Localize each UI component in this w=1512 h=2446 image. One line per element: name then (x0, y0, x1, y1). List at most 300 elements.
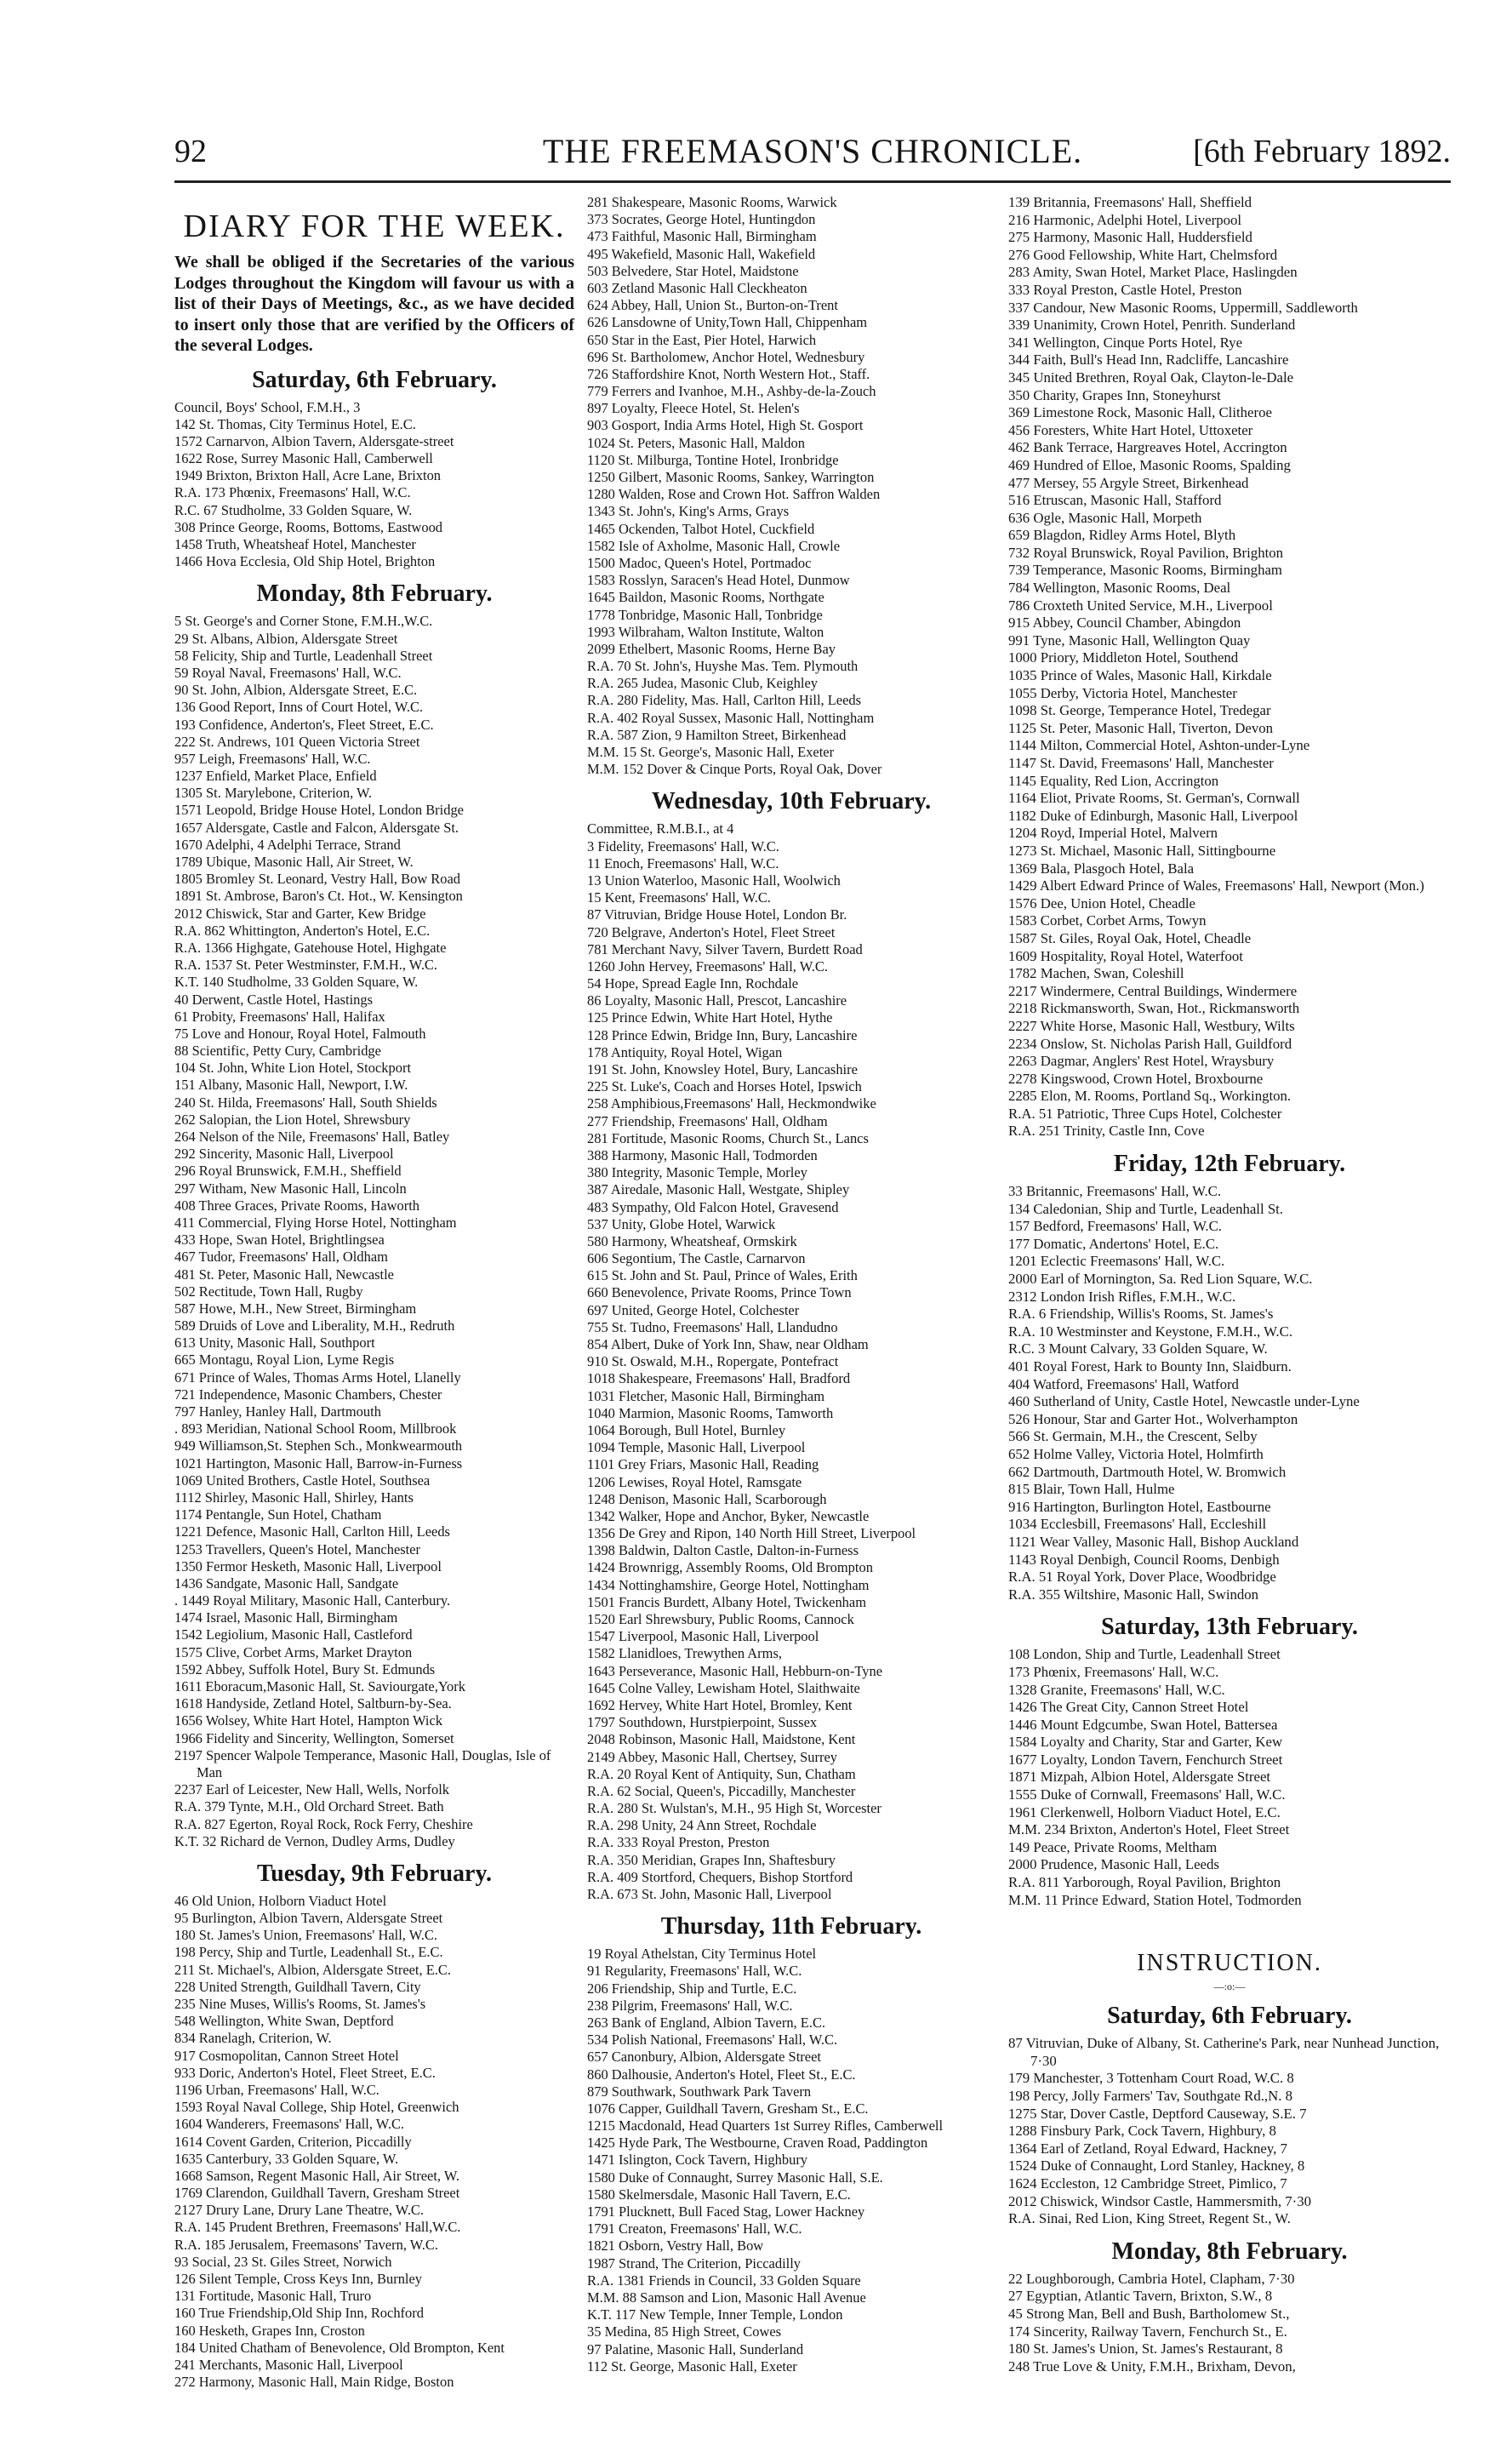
lodge-entry: 2012 Chiswick, Windsor Castle, Hammersmith, 7·30 (1008, 2192, 1312, 2209)
lodge-entry: 206 Friendship, Ship and Turtle, E.C. (587, 1980, 797, 1997)
lodge-entry: 671 Prince of Wales, Thomas Arms Hotel, Llanelly (174, 1369, 461, 1386)
lodge-entry: 1021 Hartington, Masonic Hall, Barrow-in-Furness (174, 1454, 463, 1472)
lodge-entry: 910 St. Oswald, M.H., Ropergate, Pontefract (587, 1353, 839, 1370)
lodge-entry: 1221 Defence, Masonic Hall, Carlton Hill, Leeds (174, 1523, 450, 1540)
lodge-entry: M.M. 15 St. George's, Masonic Hall, Exeter (587, 744, 835, 760)
lodge-entry: 97 Palatine, Masonic Hall, Sunderland (587, 2340, 804, 2357)
lodge-entry: R.A. 265 Judea, Masonic Club, Keighley (587, 675, 818, 692)
lodge-entry: 1147 St. David, Freemasons' Hall, Manchester (1008, 755, 1274, 771)
lodge-entry: 1668 Samson, Regent Masonic Hall, Air Street, W. (174, 2167, 459, 2184)
lodge-entry: 834 Ranelagh, Criterion, W. (174, 2030, 332, 2047)
lodge-entry: R.A. 587 Zion, 9 Hamilton Street, Birkenhead (587, 726, 847, 743)
lodge-entry: 650 Star in the East, Pier Hotel, Harwich (587, 331, 817, 348)
day-heading: Thursday, 11th February. (660, 1913, 922, 1940)
lodge-entry: 222 St. Andrews, 101 Queen Victoria Street (174, 733, 420, 750)
lodge-entry: 786 Croxteth United Service, M.H., Liverpool (1008, 597, 1273, 614)
lodge-entry: 1250 Gilbert, Masonic Rooms, Sankey, Warrington (587, 469, 875, 485)
lodge-entry: R.A. 280 St. Wulstan's, M.H., 95 High St, Worcester (587, 1800, 882, 1817)
lodge-entry: R.A. 20 Royal Kent of Antiquity, Sun, Chatham (587, 1765, 856, 1782)
lodge-entry: 660 Benevolence, Private Rooms, Prince Town (587, 1284, 852, 1301)
lodge-entry: 29 St. Albans, Albion, Aldersgate Street (174, 630, 398, 647)
header-rule (174, 180, 1451, 183)
lodge-entry: 1805 Bromley St. Leonard, Vestry Hall, Bow Road (174, 871, 461, 888)
lodge-entry: 1583 Rosslyn, Saracen's Head Hotel, Dunmow (587, 572, 850, 589)
lodge-entry: 1677 Loyalty, London Tavern, Fenchurch Street (1008, 1751, 1283, 1768)
lodge-entry: 1424 Brownrigg, Assembly Rooms, Old Brompton (587, 1559, 873, 1576)
lodge-entry: 1961 Clerkenwell, Holborn Viaduct Hotel, E.C. (1008, 1803, 1281, 1820)
lodge-entry: 1571 Leopold, Bridge House Hotel, London Bridge (174, 802, 464, 819)
lodge-entry: 1253 Travellers, Queen's Hotel, Manchester (174, 1540, 421, 1557)
lodge-entry: 180 St. James's Union, St. James's Restaurant, 8 (1008, 2340, 1283, 2357)
lodge-entry: 272 Harmony, Masonic Hall, Main Ridge, Boston (174, 2374, 454, 2391)
lodge-entry: 481 St. Peter, Masonic Hall, Newcastle (174, 1266, 394, 1283)
lodge-entry: 339 Unanimity, Crown Hotel, Penrith. Sunderland (1008, 317, 1296, 334)
lodge-entry: 1555 Duke of Cornwall, Freemasons' Hall, W.C. (1008, 1786, 1286, 1803)
lodge-entry: 277 Friendship, Freemasons' Hall, Oldham (587, 1112, 828, 1129)
lodge-entry: 1031 Fletcher, Masonic Hall, Birmingham (587, 1387, 824, 1404)
lodge-entry: 108 London, Ship and Turtle, Leadenhall Street (1008, 1646, 1281, 1663)
lodge-entry: 1572 Carnarvon, Albion Tavern, Aldersgate-street (174, 432, 454, 449)
lodge-entry: 1614 Covent Garden, Criterion, Piccadilly (174, 2133, 412, 2150)
lodge-entry: 276 Good Fellowship, White Hart, Chelmsford (1008, 246, 1278, 263)
lodge-entry: 33 Britannic, Freemasons' Hall, W.C. (1008, 1183, 1222, 1200)
section-heading: INSTRUCTION. (1137, 1950, 1322, 1977)
lodge-entry: 2000 Earl of Mornington, Sa. Red Lion Square, W.C. (1008, 1271, 1313, 1288)
lodge-entry: 1547 Liverpool, Masonic Hall, Liverpool (587, 1628, 819, 1645)
lodge-entry: 87 Vitruvian, Bridge House Hotel, London Br. (587, 906, 847, 923)
lodge-entry: 2285 Elon, M. Rooms, Portland Sq., Workington. (1008, 1088, 1292, 1105)
lodge-entry: 721 Independence, Masonic Chambers, Chester (174, 1386, 442, 1403)
lodge-entry: 1624 Eccleston, 12 Cambridge Street, Pimlico, 7 (1008, 2175, 1287, 2192)
lodge-entry: 174 Sincerity, Railway Tavern, Fenchurch St., E. (1008, 2323, 1287, 2340)
lodge-entry: 460 Sutherland of Unity, Castle Hotel, Newcastle under-Lyne (1008, 1393, 1360, 1410)
lodge-entry: 193 Confidence, Anderton's, Fleet Street, E.C. (174, 716, 434, 733)
lodge-entry: 411 Commercial, Flying Horse Hotel, Nottingham (174, 1214, 457, 1231)
lodge-entry: 13 Union Waterloo, Masonic Hall, Woolwich (587, 872, 841, 889)
lodge-entry: Council, Boys' School, F.M.H., 3 (174, 398, 361, 415)
lodge-entry: 283 Amity, Swan Hotel, Market Place, Haslingden (1008, 264, 1298, 281)
lodge-entry: 341 Wellington, Cinque Ports Hotel, Rye (1008, 334, 1243, 351)
lodge-entry: 1458 Truth, Wheatsheaf Hotel, Manchester (174, 536, 416, 552)
lodge-entry: 1094 Temple, Masonic Hall, Liverpool (587, 1439, 806, 1456)
lodge-entry: 917 Cosmopolitan, Cannon Street Hotel (174, 2047, 399, 2064)
lodge-entry: 45 Strong Man, Bell and Bush, Bartholomew St., (1008, 2305, 1290, 2322)
lodge-entry: 1582 Isle of Axholme, Masonic Hall, Crowle (587, 537, 841, 554)
lodge-entry: R.A. 862 Whittington, Anderton's Hotel, E.C. (174, 922, 431, 939)
lodge-entry: 473 Faithful, Masonic Hall, Birmingham (587, 228, 817, 245)
lodge-entry: 308 Prince George, Rooms, Bottoms, Eastwood (174, 518, 443, 535)
lodge-entry: R.A. 70 St. John's, Huyshe Mas. Tem. Plymouth (587, 658, 859, 675)
lodge-entry: 344 Faith, Bull's Head Inn, Radcliffe, Lancashire (1008, 351, 1289, 369)
lodge-entry: 624 Abbey, Hall, Union St., Burton-on-Trent (587, 297, 838, 314)
lodge-entry: 860 Dalhousie, Anderton's Hotel, Fleet St., E.C. (587, 2066, 856, 2083)
lodge-entry: 1076 Capper, Guildhall Tavern, Gresham St., E.C. (587, 2100, 869, 2117)
lodge-entry: 1609 Hospitality, Royal Hotel, Waterfoot (1008, 947, 1243, 964)
lodge-entry: 1215 Macdonald, Head Quarters 1st Surrey Rifles, Camberwell (587, 2117, 944, 2135)
lodge-entry: 589 Druids of Love and Liberality, M.H., Redruth (174, 1317, 455, 1334)
lodge-entry: 1426 The Great City, Cannon Street Hotel (1008, 1699, 1249, 1716)
lodge-entry: 401 Royal Forest, Hark to Bounty Inn, Slaidburn. (1008, 1358, 1292, 1374)
lodge-entry: R.A. 1537 St. Peter Westminster, F.M.H., W.C. (174, 957, 438, 974)
lodge-entry: 2227 White Horse, Masonic Hall, Westbury, Wilts (1008, 1017, 1295, 1034)
lodge-entry: 784 Wellington, Masonic Rooms, Deal (1008, 580, 1231, 597)
lodge-entry: 897 Loyalty, Fleece Hotel, St. Helen's (587, 400, 800, 417)
lodge-entry: 1120 St. Milburga, Tontine Hotel, Ironbridge (587, 451, 839, 468)
lodge-entry: 262 Salopian, the Lion Hotel, Shrewsbury (174, 1111, 411, 1128)
lodge-entry: 1000 Priory, Middleton Hotel, Southend (1008, 649, 1239, 666)
lodge-entry: 1064 Borough, Bull Hotel, Burnley (587, 1421, 786, 1438)
lodge-entry: 957 Leigh, Freemasons' Hall, W.C. (174, 750, 371, 767)
lodge-entry: 781 Merchant Navy, Silver Tavern, Burdett Road (587, 940, 863, 957)
lodge-entry: 1778 Tonbridge, Masonic Hall, Tonbridge (587, 606, 823, 623)
lodge-entry: 2217 Windermere, Central Buildings, Windermere (1008, 982, 1298, 999)
lodge-entry: 179 Manchester, 3 Tottenham Court Road, W.C. 8 (1008, 2070, 1294, 2087)
lodge-entry: 177 Domatic, Andertons' Hotel, E.C. (1008, 1235, 1219, 1252)
lodge-entry: 1474 Israel, Masonic Hall, Birmingham (174, 1609, 398, 1626)
lodge-entry: 2000 Prudence, Masonic Hall, Leeds (1008, 1856, 1219, 1873)
lodge-entry: R.A. 173 Phœnix, Freemasons' Hall, W.C. (174, 484, 411, 501)
lodge-entry: R.A. Sinai, Red Lion, King Street, Regent St., W. (1008, 2210, 1291, 2227)
lodge-entry: 1121 Wear Valley, Masonic Hall, Bishop Auckland (1008, 1533, 1299, 1550)
lodge-entry: 603 Zetland Masonic Hall Cleckheaton (587, 279, 807, 296)
day-heading: Monday, 8th February. (1111, 2237, 1348, 2265)
lodge-entry: 160 True Friendship,Old Ship Inn, Rochford (174, 2305, 424, 2322)
lodge-entry: 2234 Onslow, St. Nicholas Parish Hall, Guildford (1008, 1035, 1292, 1052)
lodge-entry: 720 Belgrave, Anderton's Hotel, Fleet Street (587, 923, 836, 940)
lodge-entry: 483 Sympathy, Old Falcon Hotel, Gravesend (587, 1198, 839, 1215)
lodge-entry: 1582 Llanidloes, Trewythen Arms, (587, 1645, 782, 1662)
lodge-entry: 87 Vitruvian, Duke of Albany, St. Catherine's Park, near Nunhead Junction, 7·30 (1008, 2035, 1440, 2069)
day-heading: Saturday, 6th February. (1107, 2003, 1352, 2030)
lodge-entry: 652 Holme Valley, Victoria Hotel, Holmfirth (1008, 1445, 1264, 1462)
lodge-entry: 2099 Ethelbert, Masonic Rooms, Herne Bay (587, 640, 836, 657)
lodge-entry: 626 Lansdowne of Unity,Town Hall, Chippenham (587, 314, 868, 331)
lodge-entry: R.A. 827 Egerton, Royal Rock, Rock Ferry, Cheshire (174, 1815, 473, 1832)
lodge-entry: 636 Ogle, Masonic Hall, Morpeth (1008, 509, 1202, 526)
lodge-entry: 615 St. John and St. Paul, Prince of Wales, Erith (587, 1267, 858, 1284)
lodge-entry: 1101 Grey Friars, Masonic Hall, Reading (587, 1456, 819, 1473)
lodge-entry: 462 Bank Terrace, Hargreaves Hotel, Accrington (1008, 439, 1287, 456)
lodge-entry: R.A. 333 Royal Preston, Preston (587, 1834, 770, 1851)
lodge-entry: 1769 Clarendon, Guildhall Tavern, Gresham Street (174, 2185, 460, 2202)
lodge-entry: 216 Harmonic, Adelphi Hotel, Liverpool (1008, 211, 1242, 228)
lodge-entry: 1500 Madoc, Queen's Hotel, Portmadoc (587, 554, 812, 571)
lodge-entry: M.M. 88 Samson and Lion, Masonic Hall Avenue (587, 2289, 866, 2306)
lodge-entry: 333 Royal Preston, Castle Hotel, Preston (1008, 281, 1242, 298)
lodge-entry: 248 True Love & Unity, F.M.H., Brixham, Devon, (1008, 2357, 1296, 2375)
lodge-entry: 606 Segontium, The Castle, Carnarvon (587, 1250, 806, 1267)
lodge-entry: 495 Wakefield, Masonic Hall, Wakefield (587, 245, 816, 262)
lodge-entry: 1398 Baldwin, Dalton Castle, Dalton-in-Furness (587, 1542, 859, 1559)
lodge-entry: 157 Bedford, Freemasons' Hall, W.C. (1008, 1218, 1222, 1235)
lodge-entry: 1098 St. George, Temperance Hotel, Tredegar (1008, 702, 1271, 719)
lodge-entry: 241 Merchants, Masonic Hall, Liverpool (174, 2356, 403, 2373)
lodge-entry: R.A. 298 Unity, 24 Ann Street, Rochdale (587, 1817, 817, 1834)
lodge-entry: 1542 Legiolium, Masonic Hall, Castleford (174, 1626, 413, 1643)
lodge-entry: R.A. 10 Westminster and Keystone, F.M.H., W.C. (1008, 1323, 1293, 1340)
lodge-entry: R.A. 251 Trinity, Castle Inn, Cove (1008, 1123, 1205, 1140)
lodge-entry: R.A. 1381 Friends in Council, 33 Golden Square (587, 2272, 861, 2289)
lodge-entry: 1305 St. Marylebone, Criterion, W. (174, 785, 373, 802)
lodge-entry: 2149 Abbey, Masonic Hall, Chertsey, Surrey (587, 1748, 837, 1765)
lodge-entry: 467 Tudor, Freemasons' Hall, Oldham (174, 1249, 388, 1266)
lodge-entry: M.M. 11 Prince Edward, Station Hotel, Todmorden (1008, 1891, 1302, 1908)
page-header (174, 128, 1451, 175)
lodge-entry: R.A. 402 Royal Sussex, Masonic Hall, Nottingham (587, 709, 875, 726)
lodge-entry: 2278 Kingswood, Crown Hotel, Broxbourne (1008, 1070, 1264, 1087)
lodge-entry: 534 Polish National, Freemasons' Hall, W.C. (587, 2032, 838, 2049)
lodge-entry: 1580 Duke of Connaught, Surrey Masonic Hall, S.E. (587, 2169, 883, 2186)
lodge-entry: 949 Williamson,St. Stephen Sch., Monkwearmouth (174, 1437, 463, 1454)
lodge-entry: 388 Harmony, Masonic Hall, Todmorden (587, 1146, 818, 1163)
lodge-entry: 662 Dartmouth, Dartmouth Hotel, W. Bromwich (1008, 1463, 1287, 1480)
lodge-entry: 1144 Milton, Commercial Hotel, Ashton-under-Lyne (1008, 737, 1310, 754)
lodge-entry: 1196 Urban, Freemasons' Hall, W.C. (174, 2081, 379, 2098)
lodge-entry: 915 Abbey, Council Chamber, Abingdon (1008, 614, 1241, 632)
lodge-entry: 1343 St. John's, King's Arms, Grays (587, 503, 790, 520)
lodge-entry: 281 Fortitude, Masonic Rooms, Church St., Lancs (587, 1129, 869, 1146)
lodge-entry: 27 Egyptian, Atlantic Tavern, Brixton, S.W., 8 (1008, 2288, 1273, 2305)
lodge-entry: 178 Antiquity, Royal Hotel, Wigan (587, 1043, 783, 1060)
lodge-entry: 1782 Machen, Swan, Coleshill (1008, 965, 1184, 982)
lodge-entry: 1592 Abbey, Suffolk Hotel, Bury St. Edmunds (174, 1660, 436, 1677)
lodge-entry: K.T. 140 Studholme, 33 Golden Square, W. (174, 974, 419, 991)
lodge-entry: 755 St. Tudno, Freemasons' Hall, Llandudno (587, 1318, 838, 1335)
lodge-entry: 1656 Wolsey, White Hart Hotel, Hampton Wick (174, 1712, 442, 1729)
lodge-entry: 1635 Canterbury, 33 Golden Square, W. (174, 2150, 399, 2167)
lodge-entry: 191 St. John, Knowsley Hotel, Bury, Lancashire (587, 1061, 858, 1077)
lodge-entry: 134 Caledonian, Ship and Turtle, Leadenhall St. (1008, 1200, 1284, 1217)
lodge-entry: 90 St. John, Albion, Aldersgate Street, E.C. (174, 682, 418, 699)
lodge-entry: 1201 Eclectic Freemasons' Hall, W.C. (1008, 1253, 1225, 1270)
lodge-entry: 373 Socrates, George Hotel, Huntingdon (587, 211, 816, 228)
lodge-entry: 1645 Baildon, Masonic Rooms, Northgate (587, 589, 824, 606)
lodge-entry: 697 United, George Hotel, Colchester (587, 1301, 800, 1318)
lodge-entry: 2218 Rickmansworth, Swan, Hot., Rickmansworth (1008, 1000, 1300, 1017)
lodge-entry: 1465 Ockenden, Talbot Hotel, Cuckfield (587, 520, 815, 537)
lodge-entry: 240 St. Hilda, Freemasons' Hall, South Shields (174, 1094, 437, 1111)
lodge-entry: 104 St. John, White Lion Hotel, Stockport (174, 1060, 412, 1077)
page-number: 92 (174, 134, 207, 169)
lodge-entry: 3 Fidelity, Freemasons' Hall, W.C. (587, 837, 779, 854)
lodge-entry: 160 Hesketh, Grapes Inn, Croston (174, 2322, 365, 2339)
lodge-entry: 139 Britannia, Freemasons' Hall, Sheffield (1008, 194, 1252, 210)
lodge-entry: 566 St. Germain, M.H., the Crescent, Selby (1008, 1428, 1258, 1445)
lodge-entry: 1369 Bala, Plasgoch Hotel, Bala (1008, 860, 1195, 877)
lodge-entry: 1949 Brixton, Brixton Hall, Acre Lane, Brixton (174, 467, 442, 484)
lodge-entry: R.A. 811 Yarborough, Royal Pavilion, Brighton (1008, 1874, 1281, 1891)
lodge-entry: 275 Harmony, Masonic Hall, Huddersfield (1008, 229, 1252, 246)
lodge-entry: 726 Staffordshire Knot, North Western Hot., Staff. (587, 365, 870, 382)
lodge-entry: 125 Prince Edwin, White Hart Hotel, Hythe (587, 1009, 833, 1026)
lodge-entry: 387 Airedale, Masonic Hall, Westgate, Shipley (587, 1181, 850, 1198)
lodge-entry: 95 Burlington, Albion Tavern, Aldersgate Street (174, 1910, 443, 1927)
lodge-entry: 1891 St. Ambrose, Baron's Ct. Hot., W. Kensington (174, 888, 463, 905)
day-heading: Saturday, 13th February. (1101, 1614, 1358, 1641)
lodge-entry: 548 Wellington, White Swan, Deptford (174, 2013, 394, 2030)
lodge-entry: 1040 Marmion, Masonic Rooms, Tamworth (587, 1404, 834, 1421)
lodge-entry: 537 Unity, Globe Hotel, Warwick (587, 1215, 776, 1232)
intro-notice: We shall be obliged if the Secretaries of the various Lodges throughout the Kingdom will favour us with a list of their Days of Meetings, &c., as we have decided to insert only those that are verified by the Officers of the several Lodges. (174, 253, 574, 355)
lodge-entry: 19 Royal Athelstan, City Terminus Hotel (587, 1946, 817, 1963)
lodge-entry: 211 St. Michael's, Albion, Aldersgate Street, E.C. (174, 1961, 451, 1978)
lodge-entry: 1791 Creaton, Freemasons' Hall, W.C. (587, 2220, 802, 2237)
lodge-entry: 184 United Chatham of Benevolence, Old Brompton, Kent (174, 2339, 505, 2356)
lodge-entry: 1611 Eboracum,Masonic Hall, St. Saviourgate,York (174, 1678, 465, 1694)
lodge-entry: 345 United Brethren, Royal Oak, Clayton-le-Dale (1008, 369, 1294, 386)
lodge-entry: 264 Nelson of the Nile, Freemasons' Hall, Batley (174, 1129, 450, 1145)
lodge-entry: 1260 John Hervey, Freemasons' Hall, W.C. (587, 957, 828, 974)
lodge-entry: 1821 Osborn, Vestry Hall, Bow (587, 2237, 764, 2255)
day-heading: Tuesday, 9th February. (257, 1860, 492, 1887)
lodge-entry: 1206 Lewises, Royal Hotel, Ramsgate (587, 1473, 802, 1490)
lodge-entry: 91 Regularity, Freemasons' Hall, W.C. (587, 1963, 802, 1980)
lodge-entry: 404 Watford, Freemasons' Hall, Watford (1008, 1375, 1239, 1392)
lodge-entry: 1182 Duke of Edinburgh, Masonic Hall, Liverpool (1008, 807, 1298, 824)
lodge-entry: 292 Sincerity, Masonic Hall, Liverpool (174, 1146, 394, 1163)
lodge-entry: R.A. 51 Patriotic, Three Cups Hotel, Colchester (1008, 1105, 1282, 1122)
lodge-entry: 296 Royal Brunswick, F.M.H., Sheffield (174, 1163, 402, 1180)
lodge-entry: 173 Phœnix, Freemasons' Hall, W.C. (1008, 1663, 1219, 1680)
column-3 (1008, 194, 1451, 2375)
lodge-entry: 1429 Albert Edward Prince of Wales, Freemasons' Hall, Newport (Mon.) (1008, 877, 1424, 894)
lodge-entry: K.T. 32 Richard de Vernon, Dudley Arms, Dudley (174, 1832, 455, 1849)
lodge-entry: 2312 London Irish Rifles, F.M.H., W.C. (1008, 1288, 1236, 1305)
lodge-entry: 337 Candour, New Masonic Rooms, Uppermill, Saddleworth (1008, 299, 1358, 316)
lodge-entry: R.C. 67 Studholme, 33 Golden Square, W. (174, 501, 413, 518)
lodge-entry: 1174 Pentangle, Sun Hotel, Chatham (174, 1506, 382, 1523)
diary-heading: DIARY FOR THE WEEK. (183, 209, 566, 244)
lodge-entry: 40 Derwent, Castle Hotel, Hastings (174, 991, 374, 1008)
lodge-entry: 879 Southwark, Southwark Park Tavern (587, 2083, 812, 2100)
lodge-entry: 1471 Islington, Cock Tavern, Highbury (587, 2152, 808, 2169)
lodge-entry: 75 Love and Honour, Royal Hotel, Falmouth (174, 1025, 426, 1042)
lodge-entry: 1342 Walker, Hope and Anchor, Byker, Newcastle (587, 1507, 870, 1524)
lodge-entry: 933 Doric, Anderton's Hotel, Fleet Street, E.C. (174, 2064, 436, 2081)
lodge-entry: 380 Integrity, Masonic Temple, Morley (587, 1164, 807, 1181)
lodge-entry: 1328 Granite, Freemasons' Hall, W.C. (1008, 1681, 1225, 1698)
lodge-entry: K.T. 117 New Temple, Inner Temple, London (587, 2306, 843, 2323)
lodge-entry: 228 United Strength, Guildhall Tavern, City (174, 1978, 421, 1995)
lodge-entry: 235 Nine Muses, Willis's Rooms, St. James's (174, 1996, 426, 2012)
lodge-entry: 1993 Wilbraham, Walton Institute, Walton (587, 623, 824, 640)
lodge-entry: 1622 Rose, Surrey Masonic Hall, Camberwell (174, 450, 433, 467)
lodge-entry: 433 Hope, Swan Hotel, Brightlingsea (174, 1232, 385, 1249)
lodge-entry: R.A. 185 Jerusalem, Freemasons' Tavern, W.C. (174, 2236, 438, 2253)
lodge-entry: 2012 Chiswick, Star and Garter, Kew Bridge (174, 905, 426, 922)
lodge-entry: 1604 Wanderers, Freemasons' Hall, W.C. (174, 2116, 405, 2133)
lodge-entry: 1288 Finsbury Park, Cock Tavern, Highbury, 8 (1008, 2123, 1276, 2140)
lodge-entry: 1204 Royd, Imperial Hotel, Malvern (1008, 825, 1218, 842)
day-heading: Saturday, 6th February. (252, 366, 497, 393)
lodge-entry: 580 Harmony, Wheatsheaf, Ormskirk (587, 1232, 797, 1249)
lodge-entry: 516 Etruscan, Masonic Hall, Stafford (1008, 492, 1222, 509)
lodge-entry: 151 Albany, Masonic Hall, Newport, I.W. (174, 1077, 408, 1094)
lodge-entry: 1273 St. Michael, Masonic Hall, Sittingbourne (1008, 842, 1276, 859)
lodge-entry: 739 Temperance, Masonic Rooms, Birmingham (1008, 562, 1282, 579)
lodge-entry: 15 Kent, Freemasons' Hall, W.C. (587, 889, 771, 906)
lodge-entry: R.A. 51 Royal York, Dover Place, Woodbridge (1008, 1569, 1276, 1586)
lodge-entry: Committee, R.M.B.I., at 4 (587, 820, 734, 837)
lodge-entry: 665 Montagu, Royal Lion, Lyme Regis (174, 1352, 395, 1369)
lodge-entry: 11 Enoch, Freemasons' Hall, W.C. (587, 854, 779, 872)
lodge-entry: 238 Pilgrim, Freemasons' Hall, W.C. (587, 1997, 793, 2014)
lodge-entry: 1280 Walden, Rose and Crown Hot. Saffron Walden (587, 486, 881, 503)
lodge-entry: 502 Rectitude, Town Hall, Rugby (174, 1283, 363, 1300)
lodge-entry: 1237 Enfield, Market Place, Enfield (174, 768, 377, 785)
lodge-entry: R.A. 280 Fidelity, Mas. Hall, Carlton Hill, Leeds (587, 692, 862, 709)
lodge-entry: 1350 Fermor Hesketh, Masonic Hall, Liverpool (174, 1557, 442, 1574)
lodge-entry: 198 Percy, Jolly Farmers' Tav, Southgate Rd.,N. 8 (1008, 2088, 1293, 2104)
lodge-entry: 297 Witham, New Masonic Hall, Lincoln (174, 1180, 407, 1197)
lodge-entry: 1248 Denison, Masonic Hall, Scarborough (587, 1490, 827, 1507)
lodge-entry: 112 St. George, Masonic Hall, Exeter (587, 2357, 797, 2375)
lodge-entry: 258 Amphibious,Freemasons' Hall, Heckmondwike (587, 1095, 876, 1112)
lodge-entry: 1524 Duke of Connaught, Lord Stanley, Hackney, 8 (1008, 2157, 1305, 2175)
lodge-entry: 180 St. James's Union, Freemasons' Hall, W.C. (174, 1927, 437, 1944)
day-heading: Wednesday, 10th February. (651, 788, 932, 815)
lodge-entry: 903 Gosport, India Arms Hotel, High St. Gosport (587, 417, 864, 434)
lodge-entry: 696 St. Bartholomew, Anchor Hotel, Wednesbury (587, 348, 865, 365)
lodge-entry: 1575 Clive, Corbet Arms, Market Drayton (174, 1643, 413, 1660)
lodge-entry: R.A. 145 Prudent Brethren, Freemasons' Hall,W.C. (174, 2219, 461, 2236)
column-2 (587, 194, 996, 2375)
lodge-entry: 61 Probity, Freemasons' Hall, Halifax (174, 1008, 385, 1025)
lodge-entry: R.A. 1366 Highgate, Gatehouse Hotel, Highgate (174, 939, 447, 956)
lodge-entry: 86 Loyalty, Masonic Hall, Prescot, Lancashire (587, 992, 847, 1009)
lodge-entry: 1436 Sandgate, Masonic Hall, Sandgate (174, 1574, 399, 1592)
lodge-entry: 1024 St. Peters, Masonic Hall, Maldon (587, 434, 805, 451)
lodge-entry: 779 Ferrers and Ivanhoe, M.H., Ashby-de-la-Zouch (587, 383, 876, 400)
lodge-entry: 2048 Robinson, Masonic Hall, Maidstone, Kent (587, 1731, 856, 1748)
lodge-entry: 1583 Corbet, Corbet Arms, Towyn (1008, 912, 1207, 929)
lodge-entry: 126 Silent Temple, Cross Keys Inn, Burnley (174, 2271, 423, 2287)
lodge-entry: 1112 Shirley, Masonic Hall, Shirley, Hants (174, 1489, 414, 1506)
lodge-entry: 732 Royal Brunswick, Royal Pavilion, Brighton (1008, 544, 1284, 561)
lodge-entry: 93 Social, 23 St. Giles Street, Norwich (174, 2253, 392, 2270)
lodge-entry: 58 Felicity, Ship and Turtle, Leadenhall Street (174, 647, 433, 664)
lodge-entry: M.M. 152 Dover & Cinque Ports, Royal Oak, Dover (587, 761, 882, 778)
lodge-entry: 1069 United Brothers, Castle Hotel, Southsea (174, 1472, 431, 1489)
lodge-entry: M.M. 234 Brixton, Anderton's Hotel, Fleet Street (1008, 1821, 1290, 1838)
lodge-entry: 1125 St. Peter, Masonic Hall, Tiverton, Devon (1008, 719, 1274, 736)
lodge-entry: R.A. 350 Meridian, Grapes Inn, Shaftesbury (587, 1851, 836, 1868)
lodge-entry: 46 Old Union, Holborn Viaduct Hotel (174, 1892, 387, 1909)
lodge-entry: 815 Blair, Town Hall, Hulme (1008, 1481, 1175, 1498)
lodge-entry: . 893 Meridian, National School Room, Millbrook (174, 1420, 457, 1437)
lodge-entry: 1657 Aldersgate, Castle and Falcon, Aldersgate St. (174, 819, 459, 836)
lodge-entry: 1618 Handyside, Zetland Hotel, Saltburn-by-Sea. (174, 1695, 452, 1712)
lodge-entry: 2237 Earl of Leicester, New Hall, Wells, Norfolk (174, 1781, 450, 1798)
lodge-entry: 1425 Hyde Park, The Westbourne, Craven Road, Paddington (587, 2135, 928, 2152)
day-heading: Monday, 8th February. (256, 580, 493, 608)
lodge-entry: R.A. 673 St. John, Masonic Hall, Liverpool (587, 1886, 832, 1902)
lodge-entry: 1356 De Grey and Ripon, 140 North Hill Street, Liverpool (587, 1525, 916, 1542)
lodge-entry: 35 Medina, 85 High Street, Cowes (587, 2323, 782, 2340)
lodge-entry: 1164 Eliot, Private Rooms, St. German's, Cornwall (1008, 790, 1300, 807)
lodge-entry: 263 Bank of England, Albion Tavern, E.C. (587, 2014, 826, 2031)
lodge-entry: 54 Hope, Spread Eagle Inn, Rochdale (587, 975, 799, 992)
lodge-entry: 1645 Colne Valley, Lewisham Hotel, Slaithwaite (587, 1679, 860, 1696)
lodge-entry: R.A. 6 Friendship, Willis's Rooms, St. James's (1008, 1306, 1274, 1323)
lodge-entry: 1966 Fidelity and Sincerity, Wellington, Somerset (174, 1729, 454, 1746)
lodge-entry: 350 Charity, Grapes Inn, Stoneyhurst (1008, 386, 1221, 403)
lodge-entry: 587 Howe, M.H., New Street, Birmingham (174, 1300, 417, 1317)
lodge-entry: 1692 Hervey, White Hart Hotel, Bromley, Kent (587, 1696, 853, 1713)
lodge-entry: 1584 Loyalty and Charity, Star and Garter, Kew (1008, 1734, 1283, 1751)
lodge-entry: R.A. 379 Tynte, M.H., Old Orchard Street. Bath (174, 1798, 444, 1815)
lodge-entry: 477 Mersey, 55 Argyle Street, Birkenhead (1008, 474, 1249, 491)
